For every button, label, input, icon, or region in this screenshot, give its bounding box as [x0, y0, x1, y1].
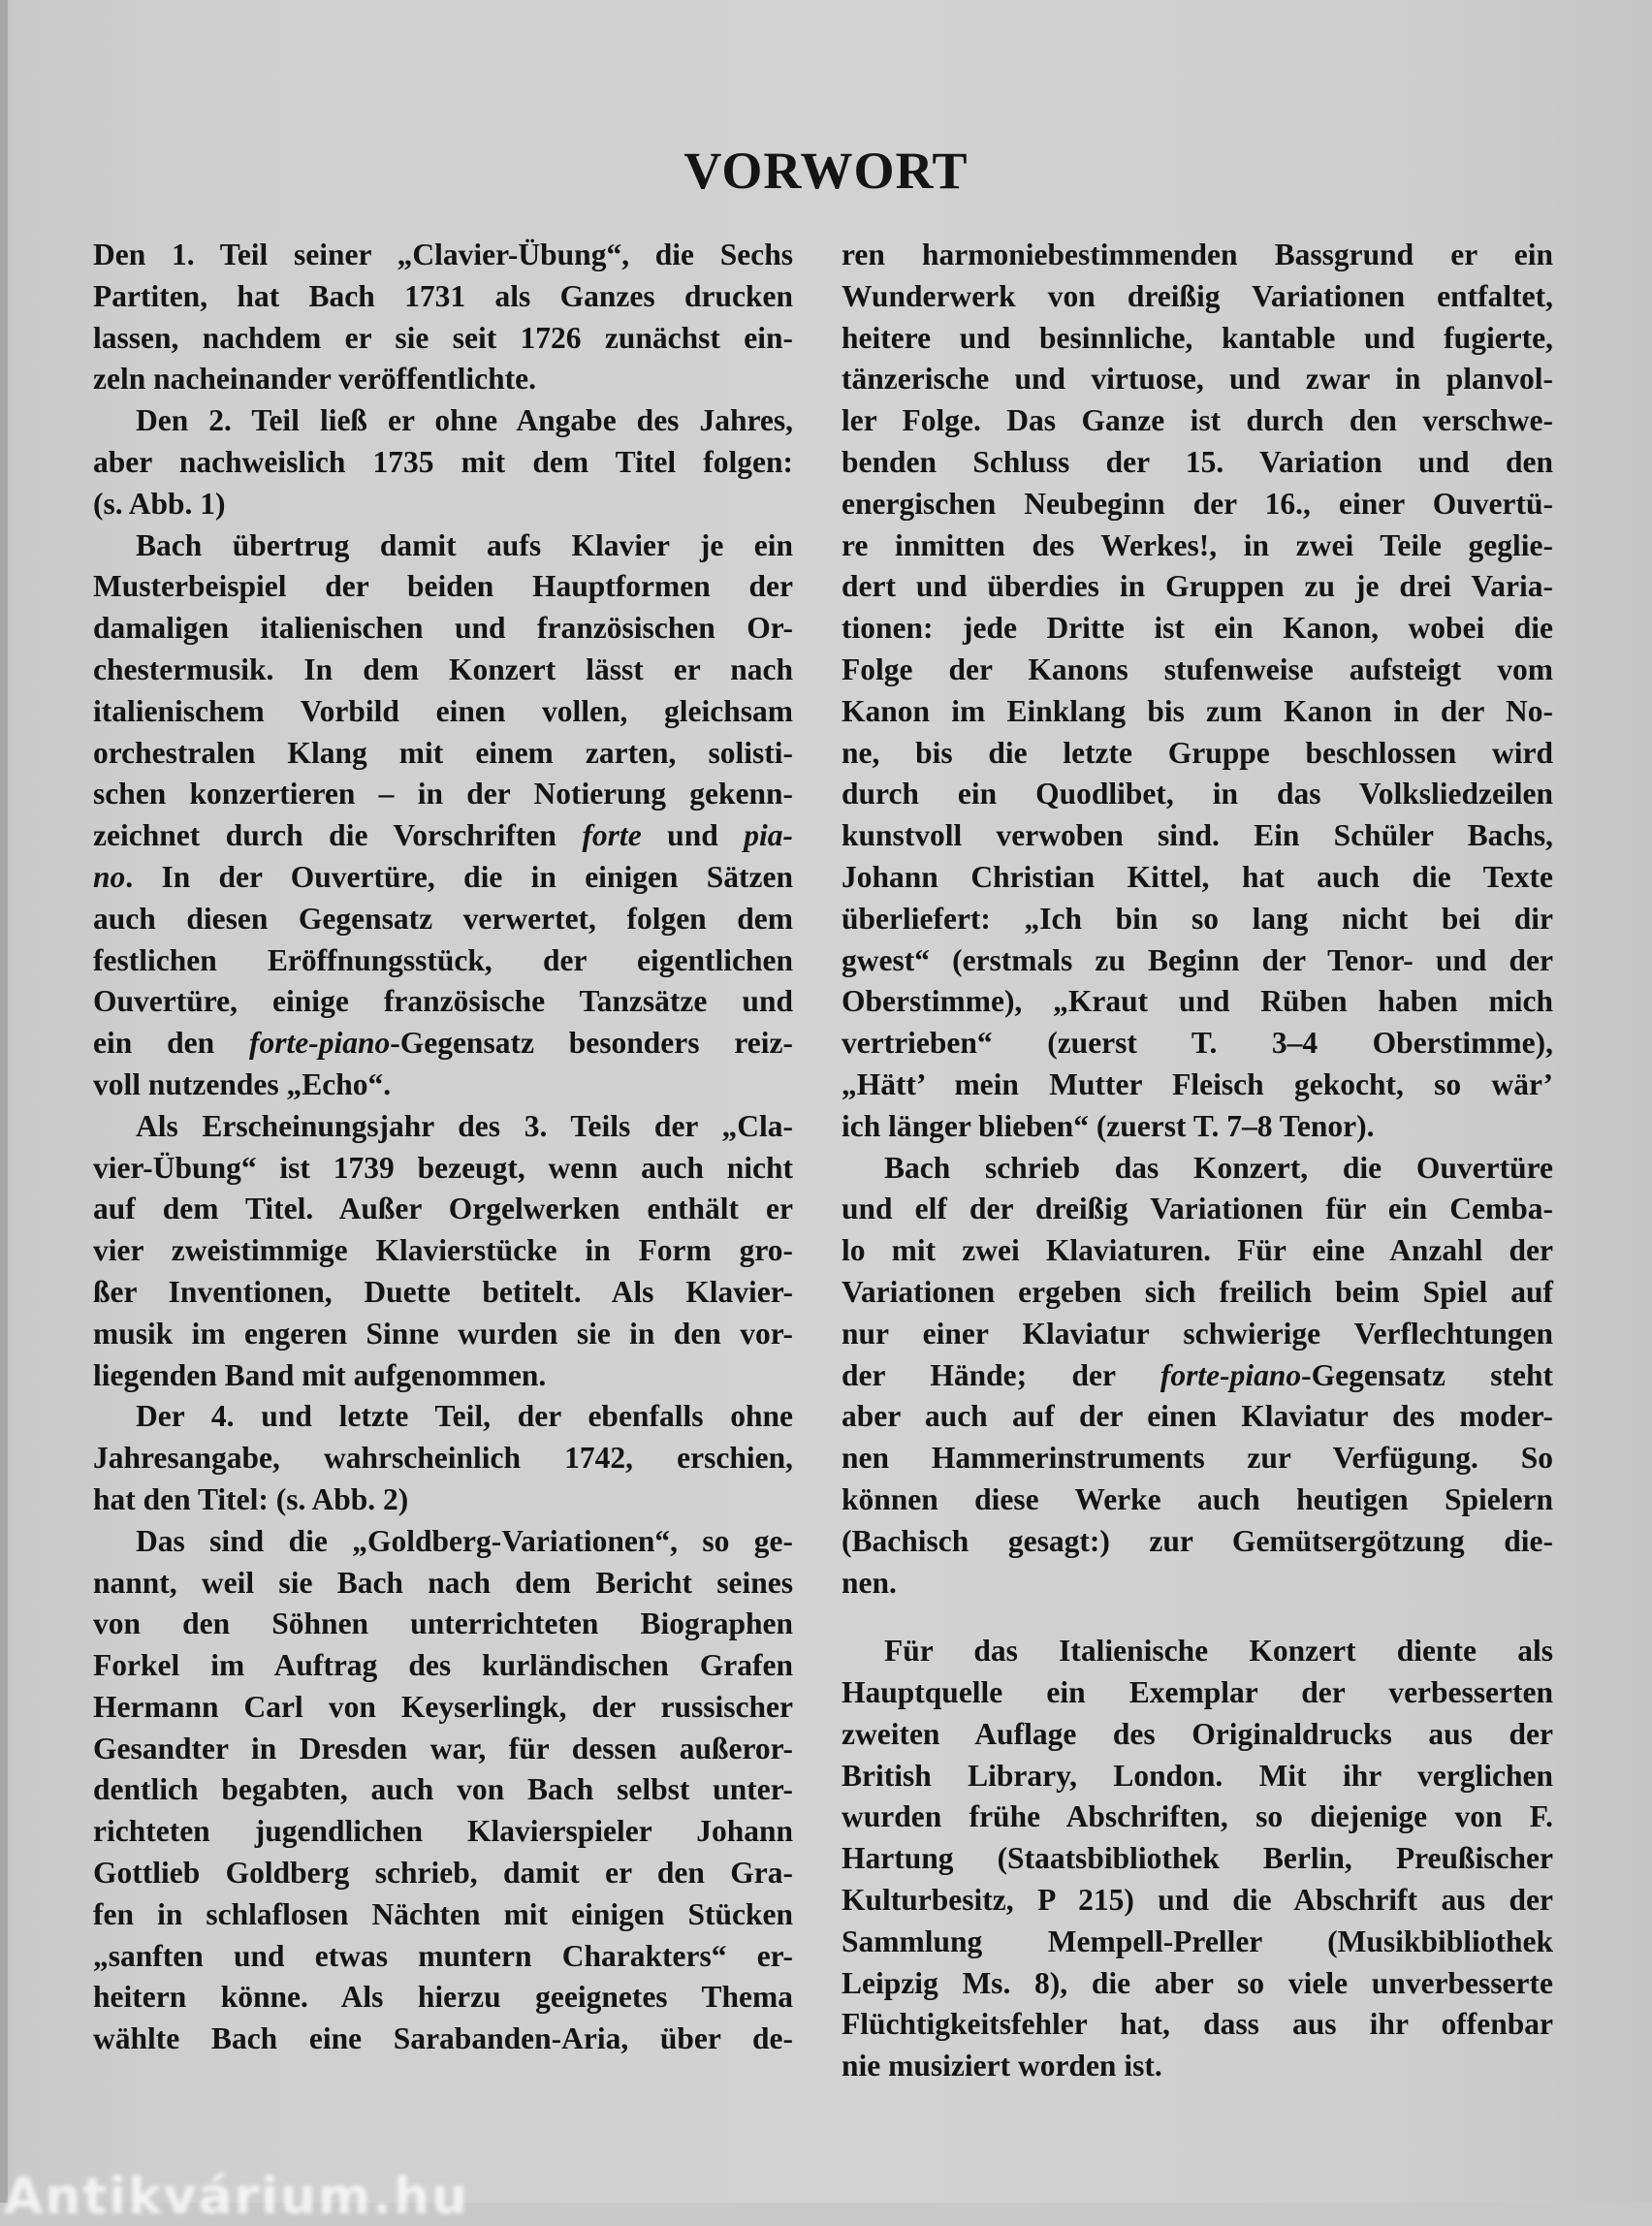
- text-line: Kanon im Einklang bis zum Kanon in der No-: [842, 693, 1553, 728]
- text-line: Bach schrieb das Konzert, die Ouvertüre: [884, 1150, 1553, 1185]
- text-line: vertrieben“ (zuerst T. 3–4 Oberstimme),: [842, 1026, 1553, 1061]
- text-line: (s. Abb. 1): [93, 486, 226, 521]
- left-column: [93, 235, 793, 2060]
- text-line: und elf der dreißig Variationen für ein Cemba-: [842, 1192, 1553, 1226]
- text-line: nen Hammerinstruments zur Verfügung. So: [842, 1441, 1553, 1476]
- text-line-with-italics: zeichnet durch die Vorschriften forte und pia-: [93, 818, 793, 853]
- text-line: Gottlieb Goldberg schrieb, damit er den Gra-: [93, 1856, 793, 1891]
- text-line: nen.: [842, 1565, 897, 1600]
- text-line: auf dem Titel. Außer Orgelwerken enthält er: [93, 1192, 793, 1226]
- text-line: italienischem Vorbild einen vollen, gleichsam: [93, 693, 793, 728]
- text-line: Für das Italienische Konzert diente als: [884, 1634, 1553, 1669]
- text-line: durch ein Quodlibet, in das Volksliedzeilen: [842, 777, 1553, 811]
- text-line: Das sind die „Goldberg-Variationen“, so ge-: [136, 1523, 793, 1558]
- paragraph-5: [93, 1396, 793, 1520]
- text-line: „sanften und etwas muntern Charakters“ er-: [93, 1938, 793, 1973]
- text-line: aber nachweislich 1735 mit dem Titel folgen:: [93, 444, 793, 479]
- italic-term: forte-piano: [248, 1026, 391, 1061]
- text-line: musik im engeren Sinne wurden sie in den vor-: [93, 1316, 793, 1351]
- text-line: dert und überdies in Gruppen zu je drei Varia-: [842, 569, 1553, 604]
- text-line: Bach übertrug damit aufs Klavier je ein: [136, 527, 793, 562]
- text-line: können diese Werke auch heutigen Spielern: [842, 1481, 1553, 1516]
- text-line: wurden frühe Abschriften, so diejenige von F.: [842, 1799, 1553, 1834]
- text-line: voll nutzendes „Echo“.: [93, 1066, 392, 1101]
- paragraph-6-continued: [842, 235, 1553, 1148]
- text-line: Flüchtigkeitsfehler hat, dass aus ihr offenbar: [842, 2007, 1553, 2042]
- text-line: Hermann Carl von Keyserlingk, der russischer: [93, 1689, 793, 1724]
- text-line: re inmitten des Werkes!, in zwei Teile geglie-: [842, 527, 1553, 562]
- paragraph-4: [93, 1106, 793, 1397]
- text-line: vier zweistimmige Klavierstücke in Form gro-: [93, 1233, 793, 1268]
- paragraph-6: [93, 1521, 793, 2060]
- text-line: lo mit zwei Klaviaturen. Für eine Anzahl der: [842, 1233, 1553, 1268]
- text-line: Der 4. und letzte Teil, der ebenfalls ohne: [136, 1399, 793, 1434]
- italic-term: forte-piano: [1160, 1357, 1302, 1392]
- text-line-with-italics: der Hände; der forte-piano-Gegensatz steht: [842, 1357, 1553, 1392]
- text-line: energischen Neubeginn der 16., einer Ouvertü-: [842, 486, 1553, 521]
- text-line: Partiten, hat Bach 1731 als Ganzes drucken: [93, 278, 793, 313]
- text-line: ler Folge. Das Ganze ist durch den verschwe-: [842, 403, 1553, 438]
- text-line: Sammlung Mempell-Preller (Musikbibliothek: [842, 1924, 1553, 1958]
- text-line: Forkel im Auftrag des kurländischen Grafen: [93, 1648, 793, 1683]
- text-line: lassen, nachdem er sie seit 1726 zunächst ein-: [93, 320, 793, 355]
- paragraph-2: [93, 400, 793, 525]
- text-line: tionen: jede Dritte ist ein Kanon, wobei die: [842, 611, 1553, 646]
- text-line-with-italics: no. In der Ouvertüre, die in einigen Sätzen: [93, 859, 793, 894]
- text-line: richteten jugendlichen Klavierspieler Johann: [93, 1814, 793, 1849]
- text-line: nie musiziert worden ist.: [842, 2049, 1162, 2083]
- text-line: zeln nacheinander veröffentlichte.: [93, 362, 536, 397]
- text-line: orchestralen Klang mit einem zarten, solisti-: [93, 735, 793, 770]
- text-line: Ouvertüre, einige französische Tanzsätze und: [93, 984, 793, 1019]
- text-line: aber auch auf der einen Klaviatur des moder-: [842, 1399, 1553, 1434]
- text-line: festlichen Eröffnungsstück, der eigentlichen: [93, 942, 793, 977]
- text-line: heitere und besinnliche, kantable und fugierte,: [842, 320, 1553, 355]
- text-line: zweiten Auflage des Originaldrucks aus der: [842, 1716, 1553, 1751]
- text-line: hat den Titel: (s. Abb. 2): [93, 1481, 409, 1516]
- page-title: VORWORT: [683, 142, 969, 201]
- page-edge-shadow: [0, 0, 8, 2203]
- text-line: gwest“ (erstmals zu Beginn der Tenor- und der: [842, 942, 1553, 977]
- text-line: heitern könne. Als hierzu geeignetes Thema: [93, 1980, 793, 2015]
- text-line: Johann Christian Kittel, hat auch die Texte: [842, 859, 1553, 894]
- text-line: benden Schluss der 15. Variation und den: [842, 444, 1553, 479]
- text-line: liegenden Band mit aufgenommen.: [93, 1357, 547, 1392]
- text-line: nannt, weil sie Bach nach dem Bericht seines: [93, 1565, 793, 1600]
- text-line: tänzerische und virtuose, und zwar in planvol-: [842, 362, 1553, 397]
- text-line: Musterbeispiel der beiden Hauptformen der: [93, 569, 793, 604]
- right-column: [842, 235, 1553, 2087]
- text-line: British Library, London. Mit ihr verglichen: [842, 1758, 1553, 1793]
- text-line: Wunderwerk von dreißig Variationen entfaltet,: [842, 278, 1553, 313]
- text-line: schen konzertieren – in der Notierung gekenn-: [93, 777, 793, 811]
- text-line: Leipzig Ms. 8), die aber so viele unverbesserte: [842, 1965, 1553, 2000]
- text-line: ne, bis die letzte Gruppe beschlossen wird: [842, 735, 1553, 770]
- text-line: nur einer Klaviatur schwierige Verflechtungen: [842, 1316, 1553, 1351]
- italic-term: forte: [582, 818, 642, 853]
- text-line: ich länger blieben“ (zuerst T. 7–8 Tenor).: [842, 1108, 1375, 1143]
- text-line: fen in schlaflosen Nächten mit einigen Stücken: [93, 1896, 793, 1931]
- text-line: auch diesen Gegensatz verwertet, folgen dem: [93, 901, 793, 936]
- text-line: Kulturbesitz, P 215) und die Abschrift aus der: [842, 1883, 1553, 1918]
- text-line: kunstvoll verwoben sind. Ein Schüler Bachs,: [842, 818, 1553, 853]
- paragraph-8: [842, 1631, 1553, 2087]
- text-line: „Hätt’ mein Mutter Fleisch gekocht, so wär’: [842, 1066, 1553, 1101]
- text-line: Oberstimme), „Kraut und Rüben haben mich: [842, 984, 1553, 1019]
- text-line: Den 2. Teil ließ er ohne Angabe des Jahres,: [136, 403, 793, 438]
- text-line: Variationen ergeben sich freilich beim Spiel auf: [842, 1274, 1553, 1309]
- text-line: Jahresangabe, wahrscheinlich 1742, erschien,: [93, 1441, 793, 1476]
- text-line: Gesandter in Dresden war, für dessen außeror-: [93, 1731, 793, 1765]
- text-line: Den 1. Teil seiner „Clavier-Übung“, die Sechs: [93, 238, 793, 271]
- text-line: dentlich begabten, auch von Bach selbst unter-: [93, 1772, 793, 1807]
- text-line: Hartung (Staatsbibliothek Berlin, Preußischer: [842, 1841, 1553, 1876]
- text-line: vier-Übung“ ist 1739 bezeugt, wenn auch nicht: [93, 1150, 793, 1185]
- text-line: ren harmoniebestimmenden Bassgrund er ein: [842, 238, 1553, 271]
- italic-term: pia-: [744, 818, 793, 853]
- text-line: Hauptquelle ein Exemplar der verbesserten: [842, 1675, 1553, 1710]
- text-line: Folge der Kanons stufenweise aufsteigt vom: [842, 652, 1553, 686]
- text-line: wählte Bach eine Sarabanden-Aria, über de-: [93, 2021, 793, 2056]
- text-line: überliefert: „Ich bin so lang nicht bei dir: [842, 901, 1553, 936]
- italic-term: no: [93, 859, 126, 894]
- watermark: Antikvárium.hu: [4, 2168, 469, 2226]
- text-line: von den Söhnen unterrichteten Biographen: [93, 1606, 793, 1641]
- text-line: (Bachisch gesagt:) zur Gemütsergötzung die-: [842, 1523, 1553, 1558]
- paragraph-7: [842, 1148, 1553, 1605]
- paragraph-1: [93, 235, 793, 400]
- text-line: chestermusik. In dem Konzert lässt er nach: [93, 652, 793, 686]
- text-line: Als Erscheinungsjahr des 3. Teils der „Cla-: [136, 1108, 793, 1143]
- text-line: damaligen italienischen und französischen Or-: [93, 611, 793, 646]
- text-line: ßer Inventionen, Duette betitelt. Als Klavier-: [93, 1274, 793, 1309]
- text-line-with-italics: ein den forte-piano-Gegensatz besonders reiz-: [93, 1026, 793, 1061]
- paragraph-3: [93, 525, 793, 1106]
